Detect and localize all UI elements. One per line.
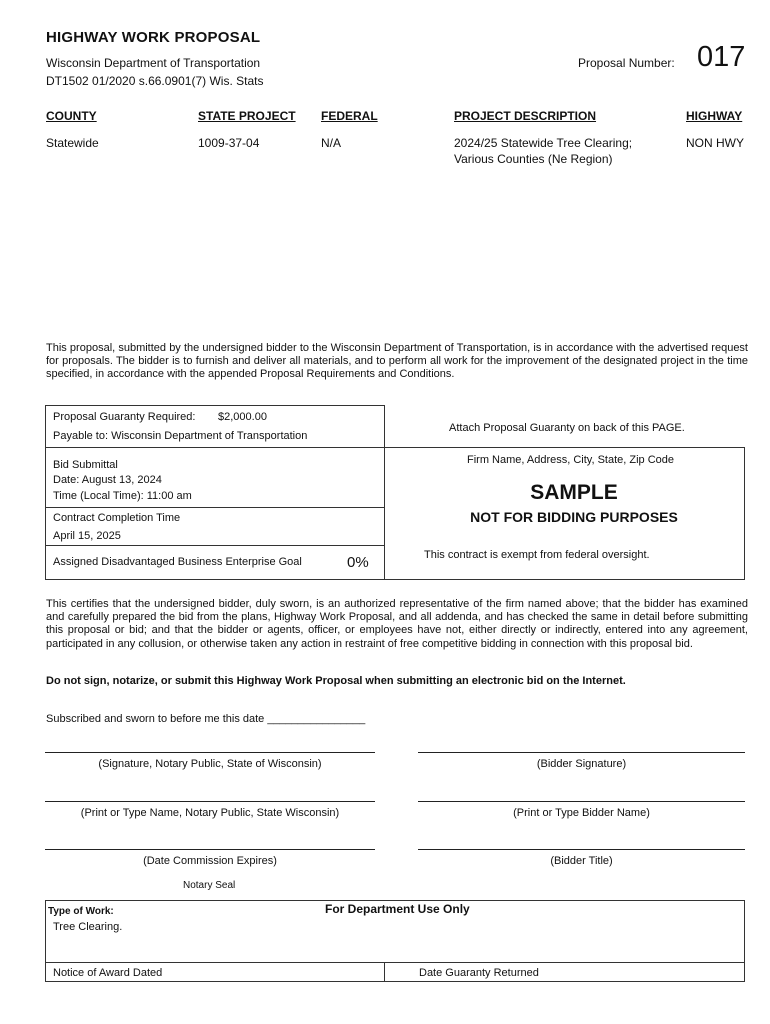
sample-stamp: SAMPLE <box>530 481 618 504</box>
department-use-heading: For Department Use Only <box>325 902 470 916</box>
bid-time: Time (Local Time): 11:00 am <box>53 490 192 502</box>
form-reference: DT1502 01/2020 s.66.0901(7) Wis. Stats <box>46 74 264 88</box>
notary-signature-caption: (Signature, Notary Public, State of Wisconsin) <box>98 758 322 770</box>
intro-paragraph: This proposal, submitted by the undersigned bidder to the Wisconsin Department of Transportation, is in accordance with the advertised request for proposals. The bidder is to furnish and deliver all materials, and to perform all work for the improvement of the designated project in the time specified, in accordance with the appended Proposal Requirements and Conditions. <box>46 342 748 381</box>
certification-paragraph: This certifies that the undersigned bidder, duly sworn, is an authorized representative of the firm named above; that the bidder has examined and carefully prepared the bid from the plans, Highway Work Proposal, and all addenda, and has checked the same in detail before submitting this proposal or bid; and that the bidder or agents, officer, or employees have not, either directly or indirectly, entered into any agreement, participated in any collusion, or otherwise taken any action in restraint of free competitive bidding in connection with this proposal bid. <box>46 598 748 650</box>
column-federal: FEDERAL <box>321 109 378 123</box>
bidder-title-caption: (Bidder Title) <box>550 855 613 867</box>
notary-signature-line[interactable] <box>45 752 375 753</box>
sworn-date-line: Subscribed and sworn to before me this date ________________ <box>46 713 366 725</box>
column-highway: HIGHWAY <box>686 109 743 123</box>
not-for-bidding-stamp: NOT FOR BIDDING PURPOSES <box>470 509 678 525</box>
completion-date: April 15, 2025 <box>53 530 121 542</box>
notary-seal-label: Notary Seal <box>183 880 236 891</box>
proposal-number: 017 <box>697 41 746 73</box>
award-notice-label: Notice of Award Dated <box>53 967 163 979</box>
column-county: COUNTY <box>46 109 97 123</box>
column-state-project: STATE PROJECT <box>198 109 296 123</box>
highway-value: NON HWY <box>686 136 744 150</box>
bidder-title-line[interactable] <box>418 849 745 850</box>
project-description-line1: 2024/25 Statewide Tree Clearing; <box>454 136 633 150</box>
proposal-number-label: Proposal Number: <box>578 56 675 70</box>
divider <box>45 447 745 448</box>
federal-value: N/A <box>321 136 342 150</box>
guaranty-returned-label: Date Guaranty Returned <box>419 967 539 979</box>
commission-expires-caption: (Date Commission Expires) <box>143 855 277 867</box>
divider <box>384 579 745 580</box>
county-value: Statewide <box>46 136 99 150</box>
project-description-line2: Various Counties (Ne Region) <box>454 152 613 166</box>
state-project-value: 1009-37-04 <box>198 136 260 150</box>
completion-time-label: Contract Completion Time <box>53 512 181 524</box>
divider <box>45 507 385 508</box>
dbe-goal-value: 0% <box>347 554 369 571</box>
bid-date: Date: August 13, 2024 <box>53 474 162 486</box>
notary-name-line[interactable] <box>45 801 375 802</box>
attach-guaranty-note: Attach Proposal Guaranty on back of this PAGE. <box>449 422 685 434</box>
notary-name-caption: (Print or Type Name, Notary Public, State Wisconsin) <box>80 807 340 819</box>
page-title: HIGHWAY WORK PROPOSAL <box>46 29 261 46</box>
type-of-work-value: Tree Clearing. <box>53 921 123 933</box>
divider <box>384 962 385 982</box>
guaranty-amount: $2,000.00 <box>218 411 267 423</box>
column-project-description: PROJECT DESCRIPTION <box>454 109 597 123</box>
payable-to: Payable to: Wisconsin Department of Transportation <box>53 430 308 442</box>
bidder-signature-line[interactable] <box>418 752 745 753</box>
divider <box>45 545 385 546</box>
bidder-name-line[interactable] <box>418 801 745 802</box>
commission-expires-line[interactable] <box>45 849 375 850</box>
dbe-goal-label: Assigned Disadvantaged Business Enterprise Goal <box>53 556 302 568</box>
bid-submittal-label: Bid Submittal <box>53 459 118 471</box>
department-name: Wisconsin Department of Transportation <box>46 56 261 70</box>
type-of-work-label: Type of Work: <box>48 906 114 917</box>
guaranty-required-label: Proposal Guaranty Required: <box>53 411 196 423</box>
electronic-bid-warning: Do not sign, notarize, or submit this Highway Work Proposal when submitting an electronic bid on the Internet. <box>46 675 626 687</box>
divider <box>45 962 745 963</box>
firm-info-label: Firm Name, Address, City, State, Zip Code <box>467 454 675 466</box>
bidder-name-caption: (Print or Type Bidder Name) <box>513 807 650 819</box>
bidder-signature-caption: (Bidder Signature) <box>536 758 627 770</box>
federal-oversight-note: This contract is exempt from federal oversight. <box>424 549 650 561</box>
